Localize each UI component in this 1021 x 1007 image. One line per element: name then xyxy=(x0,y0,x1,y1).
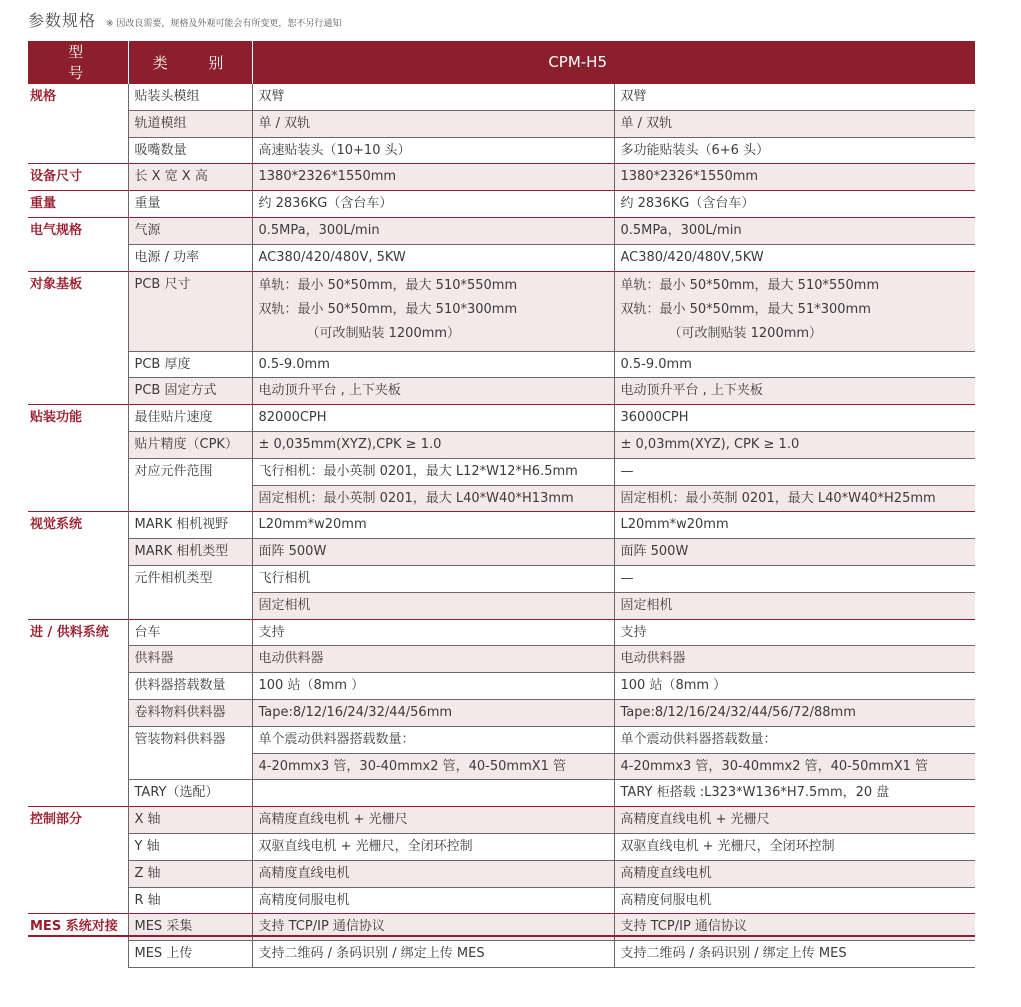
row-value-1: 飞行相机：最小英制 0201，最大 L12*W12*H6.5mm xyxy=(252,458,614,485)
table-row xyxy=(28,539,975,566)
row-label: 气源 xyxy=(128,217,252,244)
category-mes: MES 系统对接 xyxy=(28,914,128,968)
table-row xyxy=(28,217,975,244)
row-value-2: 支持 xyxy=(614,619,975,646)
spec-table xyxy=(28,41,975,968)
table-row xyxy=(28,565,975,592)
row-label: 供料器 xyxy=(128,646,252,673)
value-line: 单轨：最小 50*50mm，最大 510*550mm xyxy=(258,277,518,293)
row-label: TARY（选配） xyxy=(128,780,252,807)
row-value-1: 支持二维码 / 条码识别 / 绑定上传 MES xyxy=(252,941,614,968)
table-row xyxy=(28,780,975,807)
table-row xyxy=(28,84,975,111)
row-value-2: 固定相机 xyxy=(614,592,975,619)
row-value-1: 单 / 双轨 xyxy=(252,110,614,137)
row-label: 供料器搭载数量 xyxy=(128,673,252,700)
row-label: MES 采集 xyxy=(128,914,252,941)
row-label: 最佳贴片速度 xyxy=(128,405,252,432)
row-value-2: 高精度伺服电机 xyxy=(614,887,975,914)
row-value-2: 双臂 xyxy=(614,84,975,111)
header-type-label: 类 别 xyxy=(128,41,252,84)
category-spec: 规格 xyxy=(28,84,128,164)
row-label: 卷料物料供料器 xyxy=(128,699,252,726)
value-line: 双轨：最小 50*50mm，最大 51*300mm xyxy=(620,301,871,317)
row-value-1: AC380/420/480V, 5KW xyxy=(252,244,614,271)
row-value-2: 支持二维码 / 条码识别 / 绑定上传 MES xyxy=(614,941,975,968)
row-value-1: 单个震动供料器搭载数量： xyxy=(252,726,614,753)
header-model-name: CPM-H5 xyxy=(252,41,975,84)
row-label: PCB 尺寸 xyxy=(128,271,252,351)
row-label: 台车 xyxy=(128,619,252,646)
row-value-1: 电动顶升平台 , 上下夹板 xyxy=(252,378,614,405)
row-value-1: ± 0,035mm(XYZ),CPK ≥ 1.0 xyxy=(252,431,614,458)
table-row xyxy=(28,271,975,351)
row-label: PCB 固定方式 xyxy=(128,378,252,405)
table-row xyxy=(28,244,975,271)
row-value-2: 36000CPH xyxy=(614,405,975,432)
category-size: 设备尺寸 xyxy=(28,164,128,191)
row-value-1: 100 站（8mm ） xyxy=(252,673,614,700)
row-value-1 xyxy=(252,780,614,807)
row-label: MARK 相机类型 xyxy=(128,539,252,566)
row-label: R 轴 xyxy=(128,887,252,914)
row-value-2: 高精度直线电机 + 光栅尺 xyxy=(614,807,975,834)
row-label: 元件相机类型 xyxy=(128,565,252,619)
page-note: ※ 因改良需要，规格及外观可能会有所变更，恕不另行通知 xyxy=(106,19,342,29)
row-value-1: 固定相机 xyxy=(252,592,614,619)
row-label: 长 X 宽 X 高 xyxy=(128,164,252,191)
row-value-1: 高精度直线电机 + 光栅尺 xyxy=(252,807,614,834)
table-row xyxy=(28,833,975,860)
table-row xyxy=(28,191,975,218)
row-label: 轨道模组 xyxy=(128,110,252,137)
header-model-label: 型 号 xyxy=(28,41,128,84)
row-value-2: 1380*2326*1550mm xyxy=(614,164,975,191)
table-row xyxy=(28,673,975,700)
category-feed: 进 / 供料系统 xyxy=(28,619,128,807)
row-value-2: — xyxy=(614,565,975,592)
row-label: Z 轴 xyxy=(128,860,252,887)
table-row xyxy=(28,726,975,753)
row-value-1: 高精度伺服电机 xyxy=(252,887,614,914)
row-value-2: 单个震动供料器搭载数量： xyxy=(614,726,975,753)
row-label: MARK 相机视野 xyxy=(128,512,252,539)
row-value-1: 0.5MPa，300L/min xyxy=(252,217,614,244)
table-row xyxy=(28,699,975,726)
row-value-2: 0.5MPa，300L/min xyxy=(614,217,975,244)
row-value-2: 面阵 500W xyxy=(614,539,975,566)
row-value-1: 双驱直线电机 + 光栅尺，全闭环控制 xyxy=(252,833,614,860)
row-value-2: 固定相机：最小英制 0201，最大 L40*W40*H25mm xyxy=(614,485,975,512)
value-line: 双轨：最小 50*50mm，最大 510*300mm xyxy=(258,301,518,317)
row-value-1: 4-20mmx3 管，30-40mmx2 管，40-50mmX1 管 xyxy=(252,753,614,780)
row-value-2: Tape:8/12/16/24/32/44/56/72/88mm xyxy=(614,699,975,726)
row-value-1 xyxy=(252,271,614,351)
row-label: 对应元件范围 xyxy=(128,458,252,512)
row-label: 管装物料供料器 xyxy=(128,726,252,780)
row-label: 吸嘴数量 xyxy=(128,137,252,164)
row-value-1: L20mm*w20mm xyxy=(252,512,614,539)
table-row xyxy=(28,351,975,378)
row-value-2: 4-20mmx3 管，30-40mmx2 管，40-50mmX1 管 xyxy=(614,753,975,780)
value-line: （可改制贴装 1200mm） xyxy=(668,325,823,341)
row-value-1: 面阵 500W xyxy=(252,539,614,566)
table-row xyxy=(28,458,975,485)
table-row xyxy=(28,164,975,191)
row-value-2: 双驱直线电机 + 光栅尺，全闭环控制 xyxy=(614,833,975,860)
row-label: 贴装头模组 xyxy=(128,84,252,111)
row-value-1: 约 2836KG（含台车） xyxy=(252,191,614,218)
row-value-1: 1380*2326*1550mm xyxy=(252,164,614,191)
row-value-2: AC380/420/480V,5KW xyxy=(614,244,975,271)
table-row xyxy=(28,941,975,968)
table-row xyxy=(28,807,975,834)
row-value-2: L20mm*w20mm xyxy=(614,512,975,539)
category-weight: 重量 xyxy=(28,191,128,218)
table-row xyxy=(28,646,975,673)
table-row xyxy=(28,378,975,405)
row-value-1: 82000CPH xyxy=(252,405,614,432)
row-value-2: TARY 柜搭载 :L323*W136*H7.5mm，20 盘 xyxy=(614,780,975,807)
page-header xyxy=(28,8,341,34)
page-title: 参数规格 xyxy=(28,11,97,30)
row-label: 电源 / 功率 xyxy=(128,244,252,271)
row-value-2 xyxy=(614,271,975,351)
row-label: 重量 xyxy=(128,191,252,218)
category-vision: 视觉系统 xyxy=(28,512,128,619)
row-value-1: 高精度直线电机 xyxy=(252,860,614,887)
category-control: 控制部分 xyxy=(28,807,128,914)
row-value-1: 支持 xyxy=(252,619,614,646)
category-mount: 贴装功能 xyxy=(28,405,128,512)
table-header-row xyxy=(28,41,975,84)
bottom-divider xyxy=(28,935,975,937)
row-value-2: 约 2836KG（含台车） xyxy=(614,191,975,218)
row-value-1: 0.5-9.0mm xyxy=(252,351,614,378)
row-label: MES 上传 xyxy=(128,941,252,968)
row-value-2: 单 / 双轨 xyxy=(614,110,975,137)
table-row xyxy=(28,619,975,646)
row-value-2: 多功能贴装头（6+6 头） xyxy=(614,137,975,164)
row-value-1: 固定相机：最小英制 0201，最大 L40*W40*H13mm xyxy=(252,485,614,512)
category-board: 对象基板 xyxy=(28,271,128,405)
row-label: 贴片精度（CPK） xyxy=(128,431,252,458)
value-line: （可改制贴装 1200mm） xyxy=(306,325,461,341)
row-value-2: 高精度直线电机 xyxy=(614,860,975,887)
table-row xyxy=(28,110,975,137)
row-value-1: 飞行相机 xyxy=(252,565,614,592)
category-electric: 电气规格 xyxy=(28,217,128,271)
row-value-1: 双臂 xyxy=(252,84,614,111)
row-value-1: 支持 TCP/IP 通信协议 xyxy=(252,914,614,941)
table-row xyxy=(28,431,975,458)
table-row xyxy=(28,887,975,914)
row-label: X 轴 xyxy=(128,807,252,834)
row-value-2: 100 站（8mm ） xyxy=(614,673,975,700)
row-value-1: 高速贴装头（10+10 头） xyxy=(252,137,614,164)
row-value-1: 电动供料器 xyxy=(252,646,614,673)
value-line: 单轨：最小 50*50mm，最大 510*550mm xyxy=(620,277,880,293)
table-row xyxy=(28,405,975,432)
table-row xyxy=(28,860,975,887)
row-value-1: Tape:8/12/16/24/32/44/56mm xyxy=(252,699,614,726)
row-label: Y 轴 xyxy=(128,833,252,860)
table-row xyxy=(28,137,975,164)
row-value-2: — xyxy=(614,458,975,485)
row-value-2: 0.5-9.0mm xyxy=(614,351,975,378)
row-label: PCB 厚度 xyxy=(128,351,252,378)
row-value-2: ± 0,03mm(XYZ), CPK ≥ 1.0 xyxy=(614,431,975,458)
row-value-2: 电动顶升平台 , 上下夹板 xyxy=(614,378,975,405)
table-row xyxy=(28,512,975,539)
row-value-2: 支持 TCP/IP 通信协议 xyxy=(614,914,975,941)
row-value-2: 电动供料器 xyxy=(614,646,975,673)
